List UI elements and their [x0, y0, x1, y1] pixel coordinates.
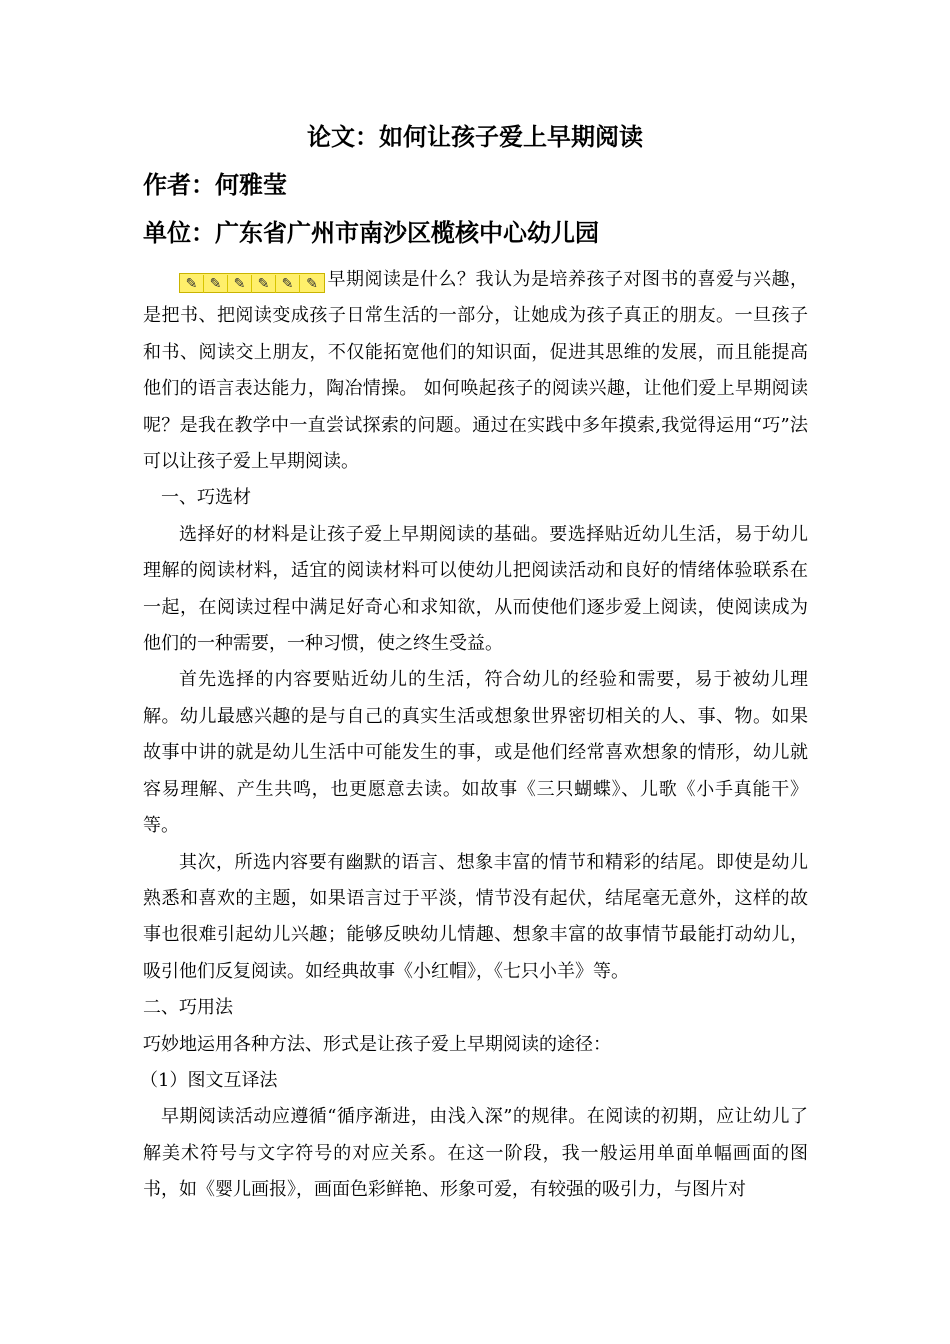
- pen-icon: ✎: [204, 275, 228, 293]
- document-body: [140, 262, 808, 1209]
- paragraph-5: 巧妙地运用各种方法、形式是让孩子爱上早期阅读的途径：: [143, 1033, 611, 1055]
- unit-line: 单位：广东省广州市南沙区榄核中心幼儿园: [143, 219, 599, 247]
- pen-icon: ✎: [306, 276, 318, 292]
- paragraph-3: 首先选择的内容要贴近幼儿的生活，符合幼儿的经验和需要，易于被幼儿理解。幼儿最感兴趣的是与自己的真实生活或想象世界密切相关的人、事、物。如果故事中讲的就是幼儿生活中可能发生的事，或是他们经常喜欢想象的情形，幼儿就容易理解、产生共鸣，也更愿意去读。如故事《三只蝴蝶》、儿歌《小手真能干》等。: [143, 669, 808, 837]
- paragraph-text: 早期阅读是什么？我认为是培养孩子对图书的喜爱与兴趣，是把书、把阅读变成孩子日常生活的一部分，让她成为孩子真正的朋友。一旦孩子和书、阅读交上朋友，不仅能拓宽他们的知识面，促进其思维的发展，而且能提高他们的语言表达能力，陶冶情操。 如何唤起孩子的阅读兴趣，让他们爱上早期阅读呢？是我在教学中一直尝试探索的问题。通过在实践中多年摸索,我觉得运用“巧”法可以让孩子爱上早期阅读。: [143, 269, 808, 473]
- section-heading-2: 二、巧用法: [143, 997, 233, 1019]
- decorative-icon-strip: [179, 273, 325, 293]
- author-line: 作者：何雅莹: [143, 171, 287, 199]
- pen-icon: ✎: [180, 275, 204, 293]
- paragraph-6: 早期阅读活动应遵循“循序渐进，由浅入深”的规律。在阅读的初期，应让幼儿了解美术符号与文字符号的对应关系。在这一阶段，我一般运用单面单幅画面的图书，如《婴儿画报》，画面色彩鲜艳、形象可爱，有较强的吸引力，与图片对: [143, 1106, 808, 1201]
- paragraph-intro: [143, 262, 808, 480]
- pen-icon: ✎: [252, 275, 276, 293]
- pen-icon: ✎: [276, 275, 300, 293]
- section-heading-1: 一、巧选材: [161, 487, 251, 509]
- pen-icon: ✎: [228, 275, 252, 293]
- subsection-heading-1: （1）图文互译法: [140, 1069, 278, 1091]
- document-title: 论文：如何让孩子爱上早期阅读: [307, 123, 643, 151]
- paragraph-4: 其次，所选内容要有幽默的语言、想象丰富的情节和精彩的结尾。即使是幼儿熟悉和喜欢的主题，如果语言过于平淡，情节没有起伏，结尾毫无意外，这样的故事也很难引起幼儿兴趣；能够反映幼儿情趣、想象丰富的故事情节最能打动幼儿，吸引他们反复阅读。如经典故事《小红帽》，《七只小羊》等。: [143, 851, 808, 982]
- paragraph-2: 选择好的材料是让孩子爱上早期阅读的基础。要选择贴近幼儿生活，易于幼儿理解的阅读材料，适宜的阅读材料可以使幼儿把阅读活动和良好的情绪体验联系在一起，在阅读过程中满足好奇心和求知欲，从而使他们逐步爱上阅读，使阅读成为他们的一种需要，一种习惯，使之终生受益。: [143, 523, 808, 655]
